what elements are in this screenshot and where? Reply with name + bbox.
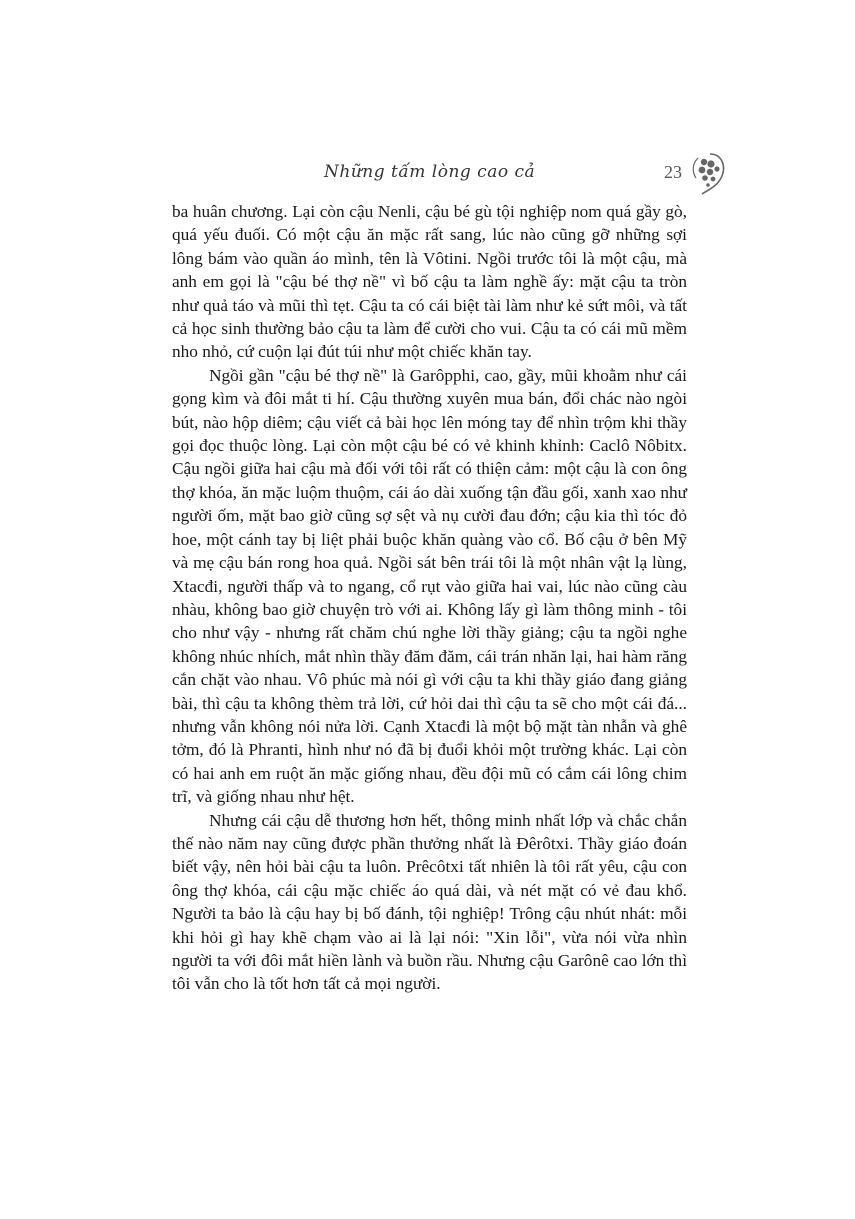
body-text [172, 200, 687, 996]
dots-flourish-icon [680, 150, 728, 196]
paragraph-3: Nhưng cái cậu dễ thương hơn hết, thông minh nhất lớp và chắc chắn thế nào năm nay cũng được phần thưởng nhất là Đêrôtxi. Thầy giáo đoán biết vậy, nên hỏi bài cậu ta luôn. Prêcôtxi tất nhiên là tôi rất yêu, cậu con ông thợ khóa, cái cậu mặc chiếc áo quá dài, và nét mặt có vẻ đau khổ. Người ta bảo là cậu hay bị bố đánh, tội nghiệp! Trông cậu nhút nhát: mỗi khi hỏi gì hay khẽ chạm vào ai là lại nói: "Xin lỗi", vừa nói vừa nhìn người ta với đôi mắt hiền lành và buồn rầu. Nhưng cậu Garônê cao lớn thì tôi vẫn cho là tốt hơn tất cả mọi người. [172, 810, 687, 994]
paragraph-2: Ngồi gần "cậu bé thợ nề" là Garôpphi, cao, gầy, mũi khoằm như cái gọng kìm và đôi mắt ti hí. Cậu thường xuyên mua bán, đổi chác nào ngòi bút, nào hộp diêm; cậu viết cả bài học lên móng tay để nhìn trộm khi thầy gọi đọc thuộc lòng. Lại còn một cậu bé có vẻ khinh khỉnh: Caclô Nôbitx. Cậu ngồi giữa hai cậu mà đối với tôi rất có thiện cảm: một cậu là con ông thợ khóa, ăn mặc luộm thuộm, cái áo dài xuống tận đầu gối, xanh xao như người ốm, mặt bao giờ cũng sợ sệt và nụ cười đau đớn; cậu kia thì tóc đỏ hoe, một cánh tay bị liệt phải buộc khăn quàng vào cổ. Bố cậu ở bên Mỹ và mẹ cậu bán rong hoa quả. Ngồi sát bên trái tôi là một nhân vật lạ lùng, Xtacđi, người thấp và to ngang, cổ rụt vào giữa hai vai, lúc nào cũng càu nhàu, không bao giờ chuyện trò với ai. Không lấy gì làm thông minh - tôi cho như vậy - nhưng rất chăm chú nghe lời thầy giảng; cậu ta ngồi nghe không nhúc nhích, mắt nhìn thầy đăm đăm, cái trán nhăn lại, hai hàm răng cắn chặt vào nhau. Vô phúc mà nói gì với cậu ta khi thầy giáo đang giảng bài, thì cậu ta không thèm trả lời, cứ hỏi dai thì cậu ta sẽ cho một cái đá... nhưng vẫn không nói nửa lời. Cạnh Xtacđi là một bộ mặt tàn nhẫn và ghê tởm, đó là Phranti, hình như nó đã bị đuổi khỏi một trường khác. Lại còn có hai anh em ruột ăn mặc giống nhau, đều đội mũ có cắm cái lông chim trĩ, và giống nhau như hệt. [172, 365, 687, 807]
paragraph-1: ba huân chương. Lại còn cậu Nenli, cậu bé gù tội nghiệp nom quá gầy gò, quá yếu đuối. Có một cậu ăn mặc rất sang, lúc nào cũng gỡ những sợi lông bám vào quần áo mình, tên là Vôtini. Ngồi trước tôi là một cậu, mà anh em gọi là "cậu bé thợ nề" vì bố cậu ta làm nghề ấy: mặt cậu ta tròn như quả táo và mũi thì tẹt. Cậu ta có cái biệt tài làm như kẻ sứt môi, và tất cả học sinh thường bảo cậu ta làm để cười cho vui. Cậu ta có cái mũ mềm nho nhỏ, cứ cuộn lại đút túi như một chiếc khăn tay. [172, 202, 687, 362]
page-header [0, 150, 855, 200]
page-number: 23 [664, 162, 682, 182]
running-title: Những tấm lòng cao cả [324, 162, 536, 182]
